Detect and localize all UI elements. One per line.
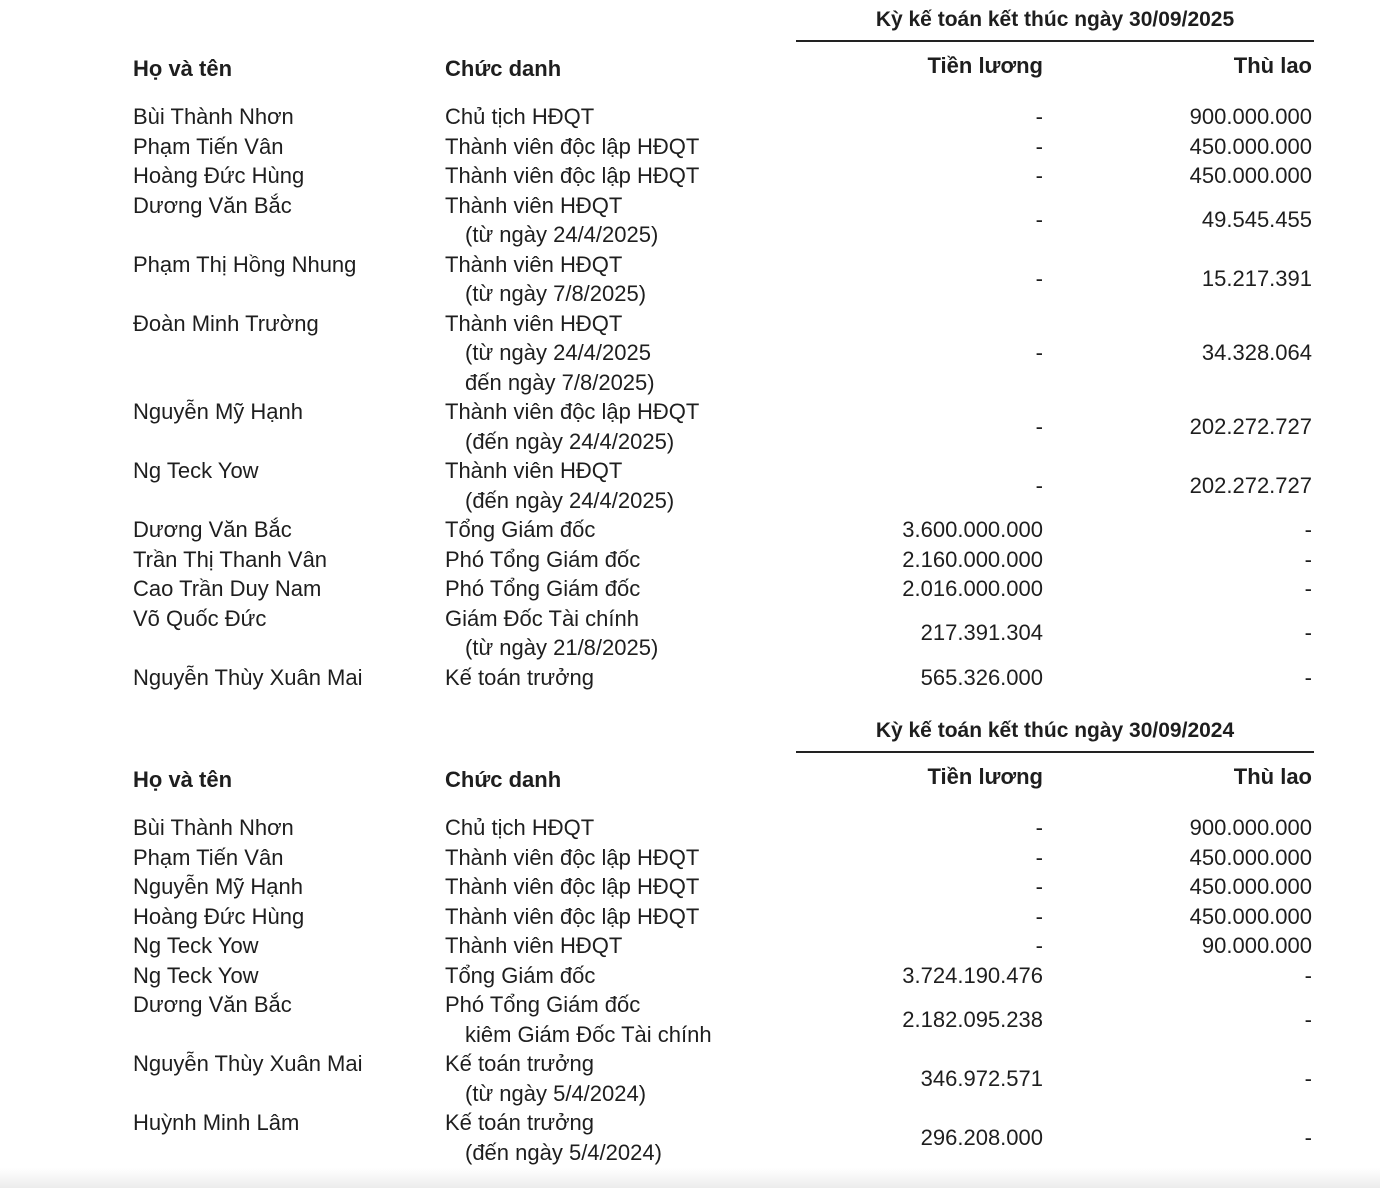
salary-value: 217.391.304: [920, 620, 1043, 646]
salary-value: -: [1035, 207, 1043, 233]
fee-value: -: [1304, 546, 1312, 572]
person-name: Bùi Thành Nhơn: [133, 104, 294, 129]
person-name: Phạm Tiến Vân: [133, 844, 284, 870]
salary-value: -: [1035, 903, 1043, 929]
job-title-line: Thành viên độc lập HĐQT: [445, 844, 700, 870]
job-title-line: Thành viên HĐQT: [445, 192, 623, 218]
job-title-line: Thành viên HĐQT: [445, 933, 623, 958]
job-title: [445, 931, 622, 961]
job-title-line: Phó Tổng Giám đốc: [445, 576, 641, 601]
job-title: [445, 515, 595, 545]
person-name: Nguyễn Mỹ Hạnh: [133, 399, 303, 424]
table-row: [0, 545, 1380, 575]
salary-value: -: [1035, 933, 1043, 958]
period-heading: Kỳ kế toán kết thúc ngày 30/09/2024: [875, 719, 1235, 742]
table-row: [0, 931, 1380, 961]
job-title-line: Phó Tổng Giám đốc: [445, 546, 641, 572]
job-title-note: (đến ngày 24/4/2025): [465, 428, 675, 454]
table-row: [0, 1108, 1380, 1167]
job-title-line: Chủ tịch HĐQT: [445, 104, 595, 129]
column-header-name: Họ và tên: [133, 56, 233, 81]
table-row: [0, 132, 1380, 162]
job-title-note: đến ngày 7/8/2025): [465, 369, 655, 395]
period-underline: [796, 751, 1314, 753]
person-name: Ng Teck Yow: [133, 962, 259, 988]
table-row: [0, 1049, 1380, 1108]
job-title: [445, 872, 699, 902]
job-title-note: (từ ngày 21/8/2025): [465, 635, 659, 660]
table-body: [0, 813, 1380, 1167]
fee-value: 202.272.727: [1189, 413, 1312, 439]
period-underline: [796, 40, 1314, 42]
table-row: [0, 990, 1380, 1049]
job-title: [445, 545, 640, 575]
column-header-fee: Thù lao: [1233, 764, 1312, 789]
person-name: Nguyễn Thùy Xuân Mai: [133, 664, 363, 690]
person-name: Nguyễn Mỹ Hạnh: [133, 874, 303, 899]
job-title: [445, 456, 674, 515]
salary-value: 2.182.095.238: [902, 1006, 1043, 1032]
job-title: [445, 102, 594, 132]
job-title: [445, 902, 699, 932]
job-title: [445, 663, 594, 693]
person-name: Dương Văn Bắc: [133, 517, 292, 542]
person-name: Ng Teck Yow: [133, 933, 259, 958]
job-title-line: Phó Tổng Giám đốc: [445, 992, 641, 1017]
person-name: Huỳnh Minh Lâm: [133, 1110, 300, 1135]
column-header-title: Chức danh: [445, 56, 562, 81]
table-row: [0, 663, 1380, 693]
fee-value: -: [1304, 517, 1312, 542]
fee-value: -: [1304, 1065, 1312, 1091]
fee-value: -: [1304, 664, 1312, 690]
table-row: [0, 843, 1380, 873]
job-title: [445, 1108, 662, 1167]
job-title: [445, 843, 699, 873]
table-row: [0, 961, 1380, 991]
fee-value: 15.217.391: [1201, 266, 1312, 292]
job-title: [445, 309, 655, 398]
person-name: Dương Văn Bắc: [133, 992, 292, 1017]
job-title: [445, 161, 699, 191]
job-title-note: (đến ngày 24/4/2025): [465, 487, 675, 513]
salary-value: -: [1035, 815, 1043, 840]
table-row: [0, 191, 1380, 250]
job-title: [445, 990, 712, 1049]
job-title-note: (từ ngày 24/4/2025: [465, 340, 651, 365]
fee-value: 450.000.000: [1189, 903, 1312, 929]
table-row: [0, 397, 1380, 456]
salary-value: -: [1035, 844, 1043, 870]
fee-value: 450.000.000: [1189, 844, 1312, 870]
job-title-line: Kế toán trưởng: [445, 1110, 595, 1135]
job-title: [445, 813, 594, 843]
column-header-title: Chức danh: [445, 767, 562, 792]
job-title: [445, 574, 640, 604]
job-title-note: kiêm Giám Đốc Tài chính: [465, 1021, 712, 1047]
fee-value: 450.000.000: [1189, 133, 1312, 159]
column-header-salary: Tiền lương: [927, 53, 1043, 78]
job-title-line: Giám Đốc Tài chính: [445, 605, 640, 631]
person-name: Hoàng Đức Hùng: [133, 163, 305, 188]
column-header-name: Họ và tên: [133, 767, 233, 792]
scan-shadow: [0, 1168, 1380, 1188]
person-name: Võ Quốc Đức: [133, 605, 267, 631]
job-title-note: (từ ngày 7/8/2025): [465, 281, 647, 306]
column-header-fee: Thù lao: [1233, 53, 1312, 78]
job-title: [445, 604, 658, 663]
table-row: [0, 250, 1380, 309]
job-title-line: Thành viên độc lập HĐQT: [445, 399, 700, 424]
job-title-note: (từ ngày 24/4/2025): [465, 222, 659, 247]
fee-value: 202.272.727: [1189, 472, 1312, 498]
job-title-line: Kế toán trưởng: [445, 664, 595, 690]
salary-value: -: [1035, 133, 1043, 159]
person-name: Hoàng Đức Hùng: [133, 903, 305, 929]
person-name: Nguyễn Thùy Xuân Mai: [133, 1051, 363, 1076]
fee-value: -: [1304, 962, 1312, 988]
salary-value: -: [1035, 413, 1043, 439]
job-title-line: Thành viên độc lập HĐQT: [445, 133, 700, 159]
salary-value: -: [1035, 104, 1043, 129]
person-name: Bùi Thành Nhơn: [133, 815, 294, 840]
fee-value: -: [1304, 1006, 1312, 1032]
job-title-note: (đến ngày 5/4/2024): [465, 1139, 662, 1165]
fee-value: 90.000.000: [1201, 933, 1312, 958]
salary-value: 346.972.571: [920, 1065, 1043, 1091]
salary-value: -: [1035, 340, 1043, 365]
fee-value: 900.000.000: [1189, 815, 1312, 840]
table-row: [0, 872, 1380, 902]
job-title-line: Thành viên HĐQT: [445, 251, 623, 277]
person-name: Trần Thị Thanh Vân: [133, 546, 328, 572]
salary-value: 2.016.000.000: [902, 576, 1043, 601]
salary-value: -: [1035, 266, 1043, 292]
job-title: [445, 191, 658, 250]
salary-value: -: [1035, 472, 1043, 498]
table-row: [0, 456, 1380, 515]
salary-value: 565.326.000: [920, 664, 1043, 690]
fee-value: 450.000.000: [1189, 163, 1312, 188]
person-name: Phạm Tiến Vân: [133, 133, 284, 159]
job-title-line: Thành viên độc lập HĐQT: [445, 163, 700, 188]
job-title-line: Kế toán trưởng: [445, 1051, 595, 1076]
job-title-line: Thành viên độc lập HĐQT: [445, 903, 700, 929]
salary-value: 3.600.000.000: [902, 517, 1043, 542]
job-title-note: (từ ngày 5/4/2024): [465, 1080, 647, 1106]
table-row: [0, 161, 1380, 191]
salary-value: -: [1035, 163, 1043, 188]
table-row: [0, 309, 1380, 398]
fee-value: 450.000.000: [1189, 874, 1312, 899]
table-body: [0, 102, 1380, 692]
job-title: [445, 1049, 646, 1108]
fee-value: 900.000.000: [1189, 104, 1312, 129]
table-row: [0, 604, 1380, 663]
person-name: Đoàn Minh Trường: [133, 310, 319, 336]
fee-value: -: [1304, 576, 1312, 601]
fee-value: -: [1304, 620, 1312, 646]
job-title-line: Thành viên HĐQT: [445, 310, 623, 336]
period-heading: Kỳ kế toán kết thúc ngày 30/09/2025: [875, 8, 1235, 31]
job-title-line: Tổng Giám đốc: [445, 962, 596, 988]
job-title: [445, 397, 699, 456]
person-name: Cao Trần Duy Nam: [133, 576, 322, 601]
fee-value: 49.545.455: [1201, 207, 1312, 233]
job-title-line: Tổng Giám đốc: [445, 517, 596, 542]
table-row: [0, 813, 1380, 843]
job-title-line: Chủ tịch HĐQT: [445, 815, 595, 840]
salary-value: -: [1035, 874, 1043, 899]
person-name: Dương Văn Bắc: [133, 192, 292, 218]
job-title-line: Thành viên HĐQT: [445, 458, 623, 483]
job-title: [445, 961, 595, 991]
table-row: [0, 515, 1380, 545]
job-title: [445, 250, 646, 309]
job-title-line: Thành viên độc lập HĐQT: [445, 874, 700, 899]
person-name: Ng Teck Yow: [133, 458, 259, 483]
fee-value: -: [1304, 1124, 1312, 1150]
salary-value: 296.208.000: [920, 1124, 1043, 1150]
column-header-salary: Tiền lương: [927, 764, 1043, 789]
job-title: [445, 132, 699, 162]
person-name: Phạm Thị Hồng Nhung: [133, 251, 357, 277]
table-row: [0, 574, 1380, 604]
salary-value: 3.724.190.476: [902, 962, 1043, 988]
table-row: [0, 902, 1380, 932]
fee-value: 34.328.064: [1201, 340, 1312, 365]
table-row: [0, 102, 1380, 132]
salary-value: 2.160.000.000: [902, 546, 1043, 572]
